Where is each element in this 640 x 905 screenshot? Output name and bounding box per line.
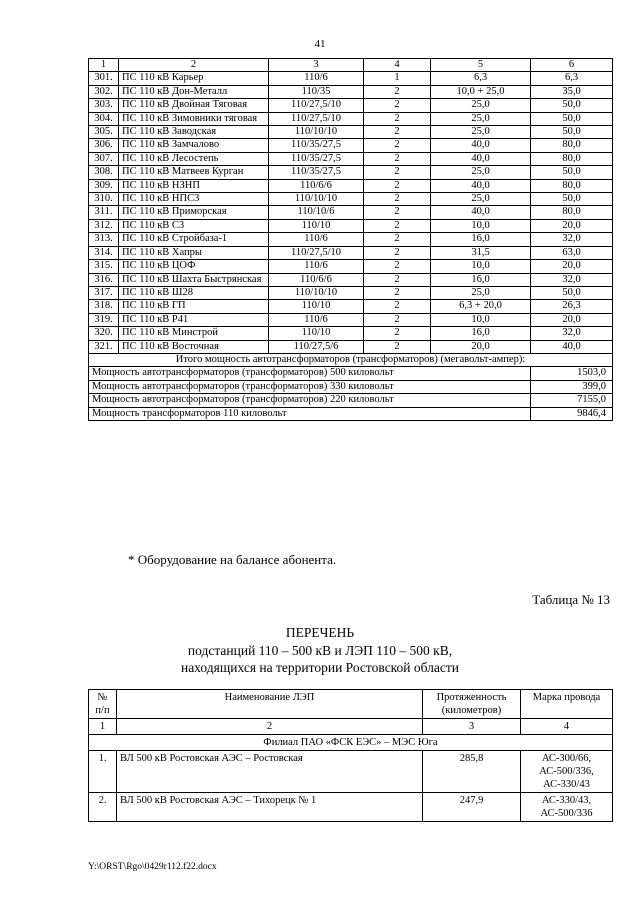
row-number: 314. — [89, 246, 119, 259]
voltage: 110/6 — [269, 233, 364, 246]
total-power: 6,3 — [531, 72, 613, 85]
totals-label: Мощность трансформаторов 110 киловольт — [89, 407, 531, 420]
transformer-power: 16,0 — [431, 327, 531, 340]
row-number: 321. — [89, 340, 119, 353]
table-row — [89, 260, 613, 273]
table-header-numbers — [89, 719, 613, 735]
table-row — [89, 327, 613, 340]
header-cell: Протяженность (километров) — [423, 690, 521, 719]
substation-name: ПС 110 кВ Зимовники тяговая — [119, 112, 269, 125]
total-power: 50,0 — [531, 286, 613, 299]
row-number: 318. — [89, 300, 119, 313]
total-power: 32,0 — [531, 233, 613, 246]
substation-name: ПС 110 кВ С3 — [119, 219, 269, 232]
power-lines-table — [88, 689, 613, 822]
transformer-count: 2 — [364, 166, 431, 179]
substation-name: ПС 110 кВ ЦОФ — [119, 260, 269, 273]
list-subtitle-line2: находящихся на территории Ростовской области — [180, 660, 460, 675]
transformer-power: 10,0 — [431, 219, 531, 232]
transformer-count: 2 — [364, 286, 431, 299]
substation-name: ПС 110 кВ Минстрой — [119, 327, 269, 340]
row-number: 320. — [89, 327, 119, 340]
transformer-power: 40,0 — [431, 179, 531, 192]
table-row — [89, 85, 613, 98]
totals-value: 399,0 — [531, 380, 613, 393]
substations-table — [88, 58, 613, 421]
page-number: 41 — [314, 38, 326, 50]
totals-row — [89, 407, 613, 420]
table-row — [89, 139, 613, 152]
substation-name: ПС 110 кВ НЗНП — [119, 179, 269, 192]
transformer-power: 10,0 — [431, 260, 531, 273]
transformer-power: 16,0 — [431, 233, 531, 246]
voltage: 110/27,5/10 — [269, 246, 364, 259]
table-row — [89, 206, 613, 219]
totals-value: 1503,0 — [531, 367, 613, 380]
substation-name: ПС 110 кВ ГП — [119, 300, 269, 313]
voltage: 110/6 — [269, 260, 364, 273]
header-cell: 2 — [117, 719, 423, 735]
row-number: 317. — [89, 286, 119, 299]
header-cell: 3 — [269, 59, 364, 72]
totals-label: Мощность автотрансформаторов (трансформаторов) 500 киловольт — [89, 367, 531, 380]
row-number: 316. — [89, 273, 119, 286]
row-number: 1. — [89, 751, 117, 793]
header-cell: 2 — [119, 59, 269, 72]
total-power: 80,0 — [531, 206, 613, 219]
total-power: 32,0 — [531, 273, 613, 286]
row-number: 2. — [89, 793, 117, 822]
substation-name: ПС 110 кВ Восточная — [119, 340, 269, 353]
transformer-power: 40,0 — [431, 206, 531, 219]
header-cell: 3 — [423, 719, 521, 735]
header-cell: 4 — [364, 59, 431, 72]
transformer-count: 2 — [364, 139, 431, 152]
transformer-count: 2 — [364, 233, 431, 246]
header-cell: Наименование ЛЭП — [117, 690, 423, 719]
row-number: 301. — [89, 72, 119, 85]
row-number: 303. — [89, 99, 119, 112]
substation-name: ПС 110 кВ Стройбаза-1 — [119, 233, 269, 246]
transformer-count: 2 — [364, 99, 431, 112]
transformer-count: 2 — [364, 327, 431, 340]
totals-label: Мощность автотрансформаторов (трансформаторов) 220 киловольт — [89, 394, 531, 407]
header-cell: Марка провода — [521, 690, 613, 719]
voltage: 110/35/27,5 — [269, 139, 364, 152]
totals-label: Мощность автотрансформаторов (трансформаторов) 330 киловольт — [89, 380, 531, 393]
transformer-count: 2 — [364, 273, 431, 286]
wire-mark: АС-330/43, АС-500/336 — [521, 793, 613, 822]
transformer-power: 25,0 — [431, 112, 531, 125]
row-number: 313. — [89, 233, 119, 246]
transformer-power: 31,5 — [431, 246, 531, 259]
transformer-count: 2 — [364, 340, 431, 353]
line-length: 247,9 — [423, 793, 521, 822]
table-row — [89, 273, 613, 286]
transformer-count: 2 — [364, 300, 431, 313]
substation-name: ПС 110 кВ Замчалово — [119, 139, 269, 152]
transformer-count: 2 — [364, 152, 431, 165]
transformer-count: 2 — [364, 313, 431, 326]
line-name: ВЛ 500 кВ Ростовская АЭС – Тихорецк № 1 — [117, 793, 423, 822]
header-cell: 5 — [431, 59, 531, 72]
table-row — [89, 152, 613, 165]
total-power: 32,0 — [531, 327, 613, 340]
totals-value: 9846,4 — [531, 407, 613, 420]
totals-value: 7155,0 — [531, 394, 613, 407]
substation-name: ПС 110 кВ Двойная Тяговая — [119, 99, 269, 112]
table-row — [89, 99, 613, 112]
wire-mark: АС-300/66, АС-500/336, АС-330/43 — [521, 751, 613, 793]
substation-name: ПС 110 кВ Карьер — [119, 72, 269, 85]
transformer-power: 25,0 — [431, 99, 531, 112]
table-row — [89, 166, 613, 179]
substation-name: ПС 110 кВ Шахта Быстрянская — [119, 273, 269, 286]
voltage: 110/6 — [269, 72, 364, 85]
transformer-power: 25,0 — [431, 126, 531, 139]
substation-name: ПС 110 кВ Заводская — [119, 126, 269, 139]
total-power: 80,0 — [531, 152, 613, 165]
total-power: 20,0 — [531, 219, 613, 232]
transformer-power: 25,0 — [431, 166, 531, 179]
transformer-power: 10,0 + 25,0 — [431, 85, 531, 98]
table-header — [89, 690, 613, 719]
transformer-power: 6,3 + 20,0 — [431, 300, 531, 313]
section-title: Филиал ПАО «ФСК ЕЭС» – МЭС Юга — [89, 735, 613, 751]
transformer-count: 2 — [364, 206, 431, 219]
totals-row — [89, 380, 613, 393]
header-cell: № п/п — [89, 690, 117, 719]
total-power: 20,0 — [531, 313, 613, 326]
voltage: 110/10/10 — [269, 193, 364, 206]
total-power: 50,0 — [531, 99, 613, 112]
transformer-count: 2 — [364, 126, 431, 139]
total-power: 50,0 — [531, 126, 613, 139]
voltage: 110/27,5/10 — [269, 99, 364, 112]
table-row — [89, 219, 613, 232]
totals-row — [89, 367, 613, 380]
transformer-power: 20,0 — [431, 340, 531, 353]
row-number: 308. — [89, 166, 119, 179]
transformer-count: 1 — [364, 72, 431, 85]
transformer-count: 2 — [364, 179, 431, 192]
row-number: 307. — [89, 152, 119, 165]
table-row — [89, 246, 613, 259]
table-row — [89, 179, 613, 192]
row-number: 311. — [89, 206, 119, 219]
total-power: 63,0 — [531, 246, 613, 259]
voltage: 110/35 — [269, 85, 364, 98]
voltage: 110/6 — [269, 313, 364, 326]
transformer-count: 2 — [364, 260, 431, 273]
header-cell: 4 — [521, 719, 613, 735]
table-row — [89, 340, 613, 353]
totals-caption: Итого мощность автотрансформаторов (трансформаторов) (мегавольт-ампер): — [89, 353, 613, 366]
table-row — [89, 751, 613, 793]
transformer-power: 16,0 — [431, 273, 531, 286]
line-name: ВЛ 500 кВ Ростовская АЭС – Ростовская — [117, 751, 423, 793]
footer-file-path: Y:\ORST\Rgo\0429r112.f22.docx — [88, 862, 217, 872]
total-power: 20,0 — [531, 260, 613, 273]
row-number: 312. — [89, 219, 119, 232]
header-cell: 6 — [531, 59, 613, 72]
substation-name: ПС 110 кВ Лесостепь — [119, 152, 269, 165]
table-row — [89, 286, 613, 299]
voltage: 110/10/10 — [269, 126, 364, 139]
header-cell: 1 — [89, 719, 117, 735]
substation-name: ПС 110 кВ Ш28 — [119, 286, 269, 299]
table-number: Таблица № 13 — [532, 592, 610, 607]
total-power: 80,0 — [531, 179, 613, 192]
table-row — [89, 233, 613, 246]
transformer-power: 40,0 — [431, 139, 531, 152]
table-row — [89, 793, 613, 822]
voltage: 110/10 — [269, 300, 364, 313]
section-row — [89, 735, 613, 751]
voltage: 110/10/6 — [269, 206, 364, 219]
voltage: 110/35/27,5 — [269, 152, 364, 165]
substation-name: ПС 110 кВ Матвеев Курган — [119, 166, 269, 179]
total-power: 26,3 — [531, 300, 613, 313]
substation-name: ПС 110 кВ Дон-Металл — [119, 85, 269, 98]
table-row — [89, 112, 613, 125]
transformer-count: 2 — [364, 193, 431, 206]
voltage: 110/6/6 — [269, 273, 364, 286]
voltage: 110/10 — [269, 219, 364, 232]
row-number: 304. — [89, 112, 119, 125]
voltage: 110/10 — [269, 327, 364, 340]
voltage: 110/35/27,5 — [269, 166, 364, 179]
transformer-count: 2 — [364, 85, 431, 98]
total-power: 50,0 — [531, 166, 613, 179]
total-power: 40,0 — [531, 340, 613, 353]
substation-name: ПС 110 кВ Хапры — [119, 246, 269, 259]
row-number: 309. — [89, 179, 119, 192]
totals-row — [89, 394, 613, 407]
list-title: ПЕРЕЧЕНЬ — [285, 625, 355, 640]
row-number: 305. — [89, 126, 119, 139]
table-header-numbers — [89, 59, 613, 72]
voltage: 110/10/10 — [269, 286, 364, 299]
row-number: 319. — [89, 313, 119, 326]
row-number: 315. — [89, 260, 119, 273]
table-row — [89, 300, 613, 313]
table-row — [89, 313, 613, 326]
transformer-count: 2 — [364, 246, 431, 259]
header-cell: 1 — [89, 59, 119, 72]
voltage: 110/27,5/10 — [269, 112, 364, 125]
line-length: 285,8 — [423, 751, 521, 793]
transformer-power: 10,0 — [431, 313, 531, 326]
total-power: 50,0 — [531, 112, 613, 125]
row-number: 310. — [89, 193, 119, 206]
table-row — [89, 193, 613, 206]
total-power: 50,0 — [531, 193, 613, 206]
transformer-power: 25,0 — [431, 193, 531, 206]
row-number: 302. — [89, 85, 119, 98]
voltage: 110/27,5/6 — [269, 340, 364, 353]
transformer-power: 40,0 — [431, 152, 531, 165]
transformer-count: 2 — [364, 112, 431, 125]
totals-caption-row — [89, 353, 613, 366]
table-row — [89, 72, 613, 85]
list-subtitle-line1: подстанций 110 – 500 кВ и ЛЭП 110 – 500 кВ, — [187, 643, 453, 658]
transformer-power: 6,3 — [431, 72, 531, 85]
table-row — [89, 126, 613, 139]
substation-name: ПС 110 кВ Р41 — [119, 313, 269, 326]
substation-name: ПС 110 кВ Приморская — [119, 206, 269, 219]
transformer-power: 25,0 — [431, 286, 531, 299]
total-power: 80,0 — [531, 139, 613, 152]
substation-name: ПС 110 кВ НПС3 — [119, 193, 269, 206]
voltage: 110/6/6 — [269, 179, 364, 192]
row-number: 306. — [89, 139, 119, 152]
transformer-count: 2 — [364, 219, 431, 232]
footnote: * Оборудование на балансе абонента. — [128, 552, 337, 567]
total-power: 35,0 — [531, 85, 613, 98]
